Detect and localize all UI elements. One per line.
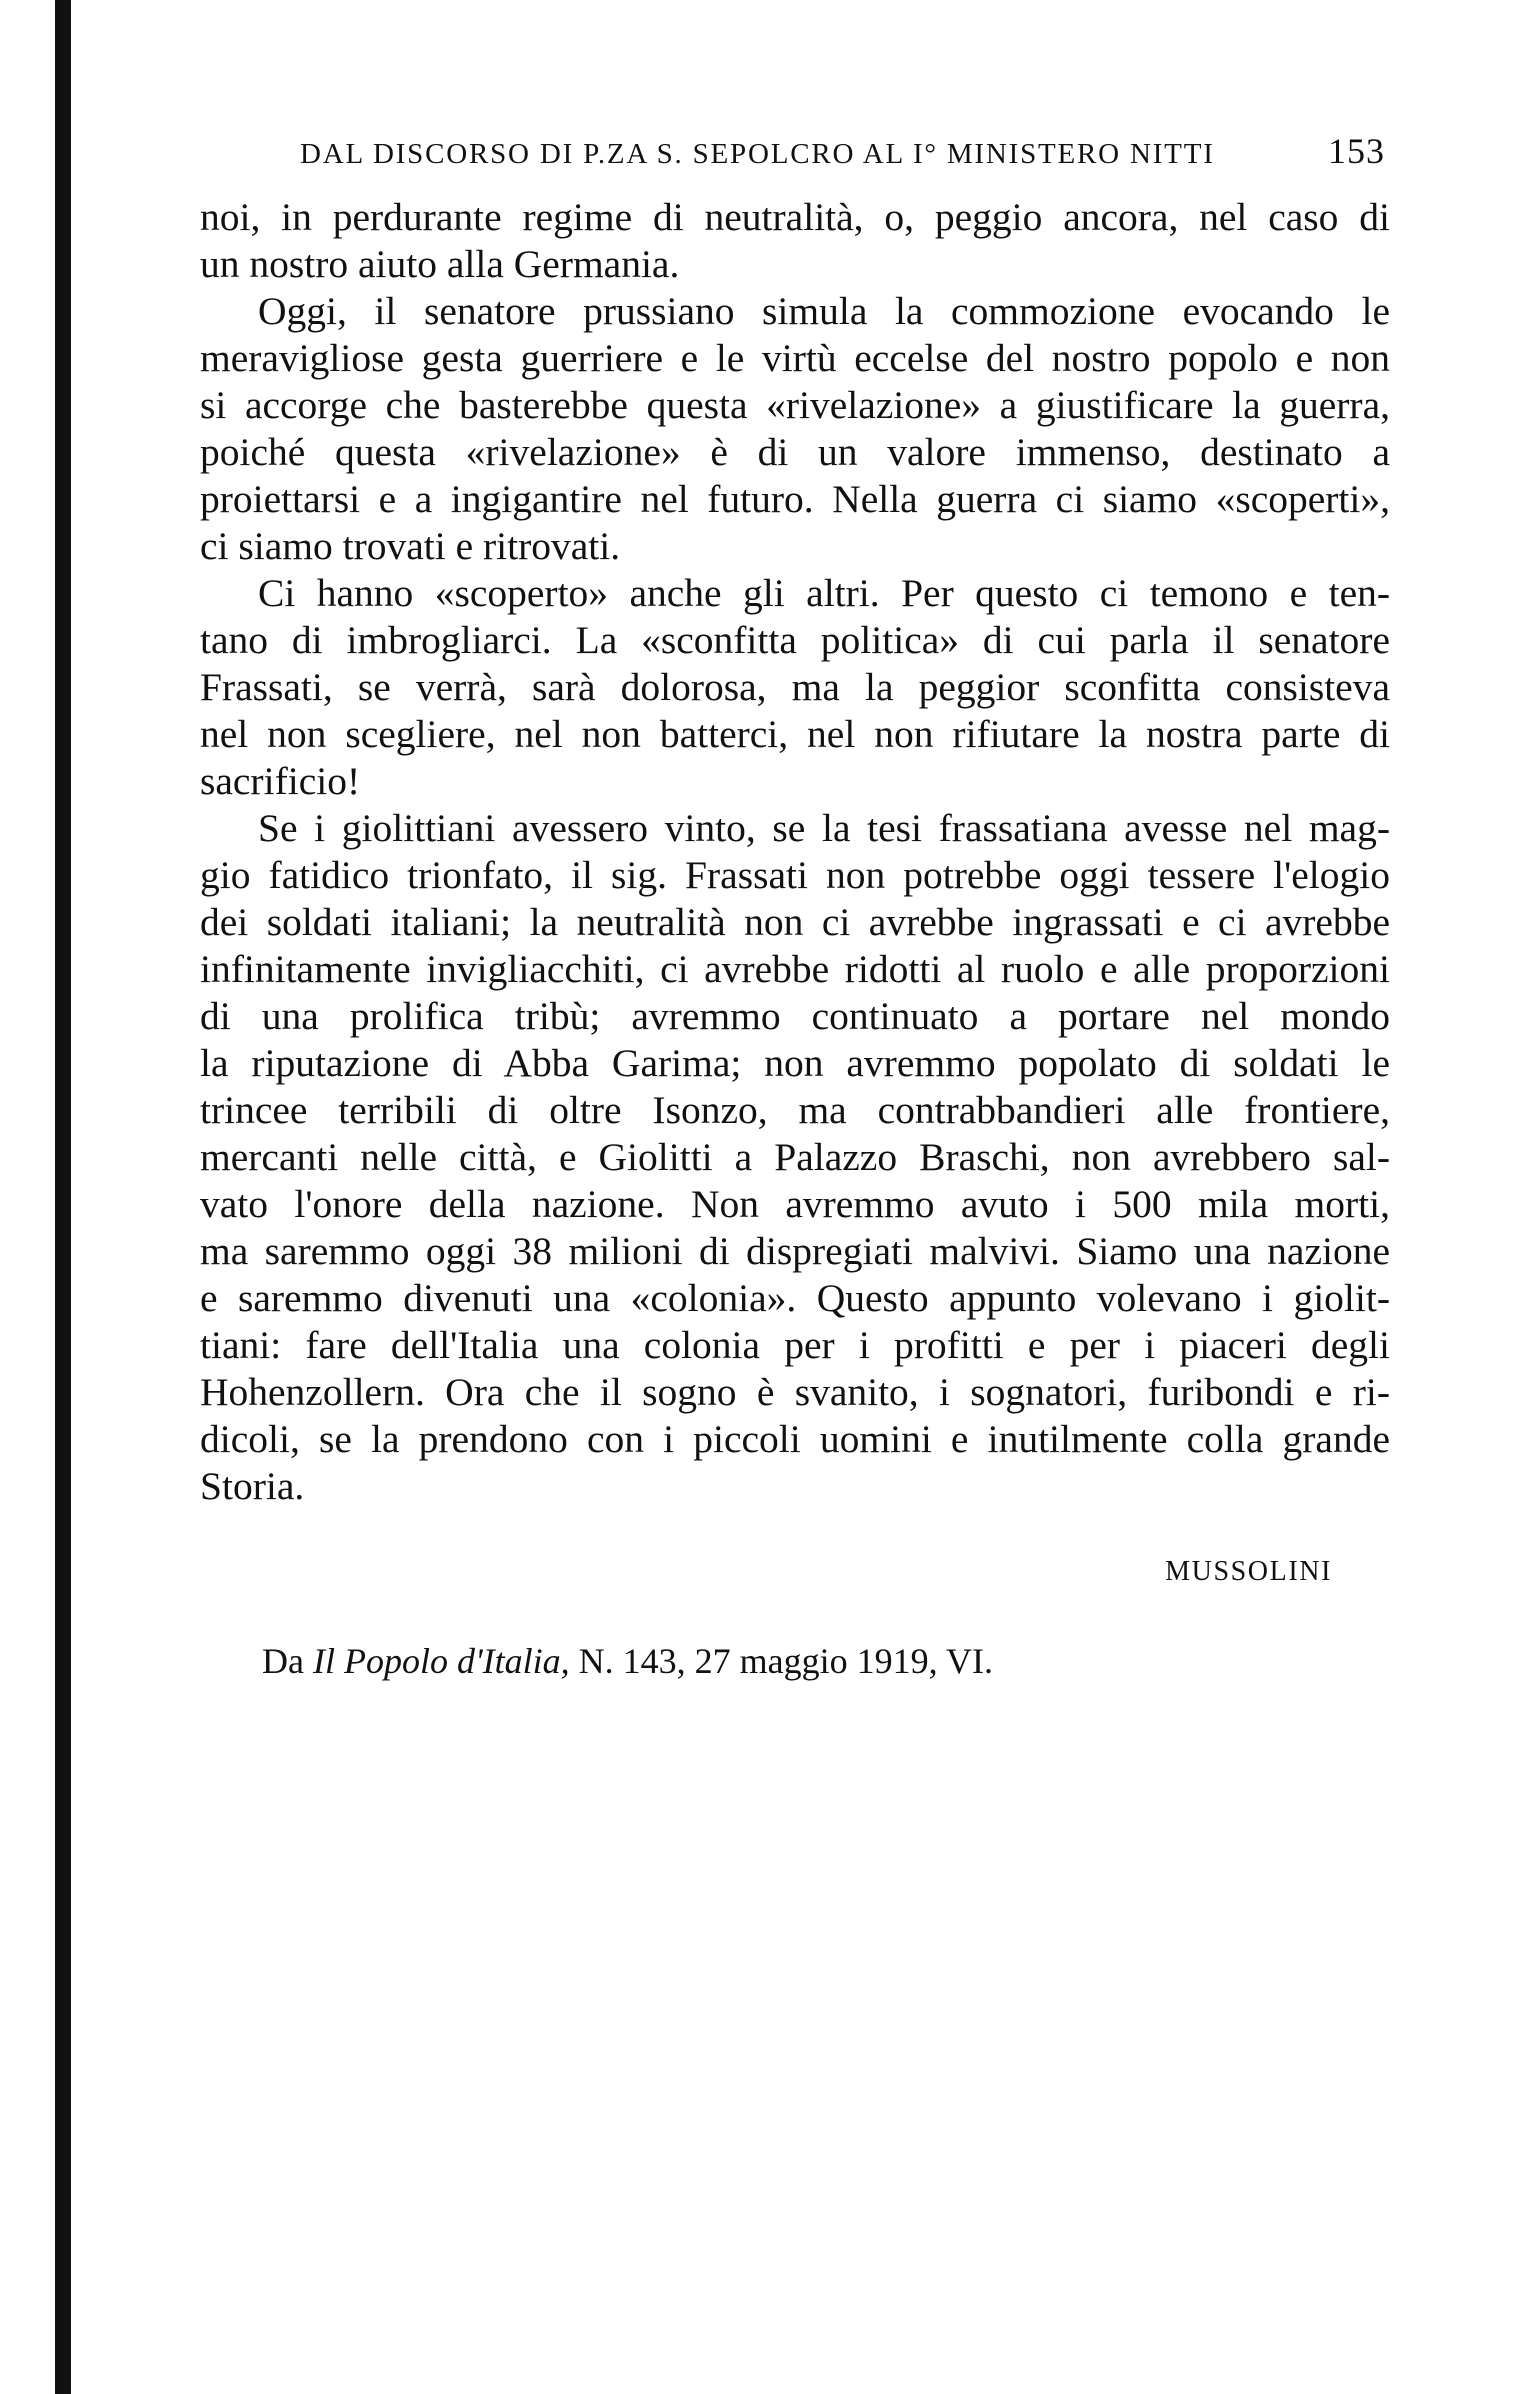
text-line: si accorge che basterebbe questa «rivelazione» a giustificare la guerra,	[200, 383, 1390, 427]
text-line: Oggi, il senatore prussiano simula la commozione evocando le	[258, 289, 1390, 333]
page-number: 153	[1328, 131, 1385, 171]
text-line: Storia.	[200, 1464, 305, 1508]
text-line: gio fatidico trionfato, il sig. Frassati non potrebbe oggi tessere l'elogio	[200, 853, 1390, 897]
source-details: N. 143, 27 maggio 1919, VI.	[578, 1641, 993, 1681]
text-line: Hohenzollern. Ora che il sogno è svanito, i sognatori, furibondi e ri-	[200, 1370, 1390, 1414]
text-line: poiché questa «rivelazione» è di un valore immenso, destinato a	[200, 430, 1390, 474]
scan-margin-edge	[55, 0, 71, 2394]
text-line: noi, in perdurante regime di neutralità, o, peggio ancora, nel caso di	[200, 195, 1390, 239]
text-line: dei soldati italiani; la neutralità non ci avrebbe ingrassati e ci avrebbe	[200, 900, 1390, 944]
text-line: di una prolifica tribù; avremmo continuato a portare nel mondo	[200, 994, 1390, 1038]
text-line: nel non scegliere, nel non batterci, nel non rifiutare la nostra parte di	[200, 712, 1390, 756]
source-citation	[262, 1640, 993, 1682]
text-line: Frassati, se verrà, sarà dolorosa, ma la peggior sconfitta consisteva	[200, 665, 1390, 709]
running-head-title: DAL DISCORSO DI P.ZA S. SEPOLCRO AL I° MINISTERO NITTI	[300, 138, 1215, 170]
text-line: Se i giolittiani avessero vinto, se la tesi frassatiana avesse nel mag-	[258, 806, 1390, 850]
text-line: proiettarsi e a ingigantire nel futuro. Nella guerra ci siamo «scoperti»,	[200, 477, 1390, 521]
text-line: ci siamo trovati e ritrovati.	[200, 524, 621, 568]
text-line: e saremmo divenuti una «colonia». Questo appunto volevano i giolit-	[200, 1276, 1390, 1320]
text-line: la riputazione di Abba Garima; non avremmo popolato di soldati le	[200, 1041, 1390, 1085]
text-line: ma saremmo oggi 38 milioni di dispregiati malvivi. Siamo una nazione	[200, 1229, 1390, 1273]
text-line: meravigliose gesta guerriere e le virtù eccelse del nostro popolo e non	[200, 336, 1390, 380]
text-line: trincee terribili di oltre Isonzo, ma contrabbandieri alle frontiere,	[200, 1088, 1390, 1132]
text-line: tiani: fare dell'Italia una colonia per i profitti e per i piaceri degli	[200, 1323, 1390, 1367]
text-line: infinitamente invigliacchiti, ci avrebbe ridotti al ruolo e alle proporzioni	[200, 947, 1390, 991]
text-line: tano di imbrogliarci. La «sconfitta politica» di cui parla il senatore	[200, 618, 1390, 662]
author-signature: MUSSOLINI	[1165, 1556, 1332, 1587]
running-head	[300, 130, 1385, 180]
text-line: sacrificio!	[200, 759, 361, 803]
text-line: Ci hanno «scoperto» anche gli altri. Per questo ci temono e ten-	[258, 571, 1390, 615]
body-text	[200, 194, 1390, 1510]
text-line: un nostro aiuto alla Germania.	[200, 242, 680, 286]
source-work-title: Il Popolo d'Italia,	[312, 1641, 570, 1681]
source-prefix: Da	[262, 1641, 304, 1681]
text-line: vato l'onore della nazione. Non avremmo avuto i 500 mila morti,	[200, 1182, 1390, 1226]
text-line: mercanti nelle città, e Giolitti a Palazzo Braschi, non avrebbero sal-	[200, 1135, 1390, 1179]
text-line: dicoli, se la prendono con i piccoli uomini e inutilmente colla grande	[200, 1417, 1390, 1461]
